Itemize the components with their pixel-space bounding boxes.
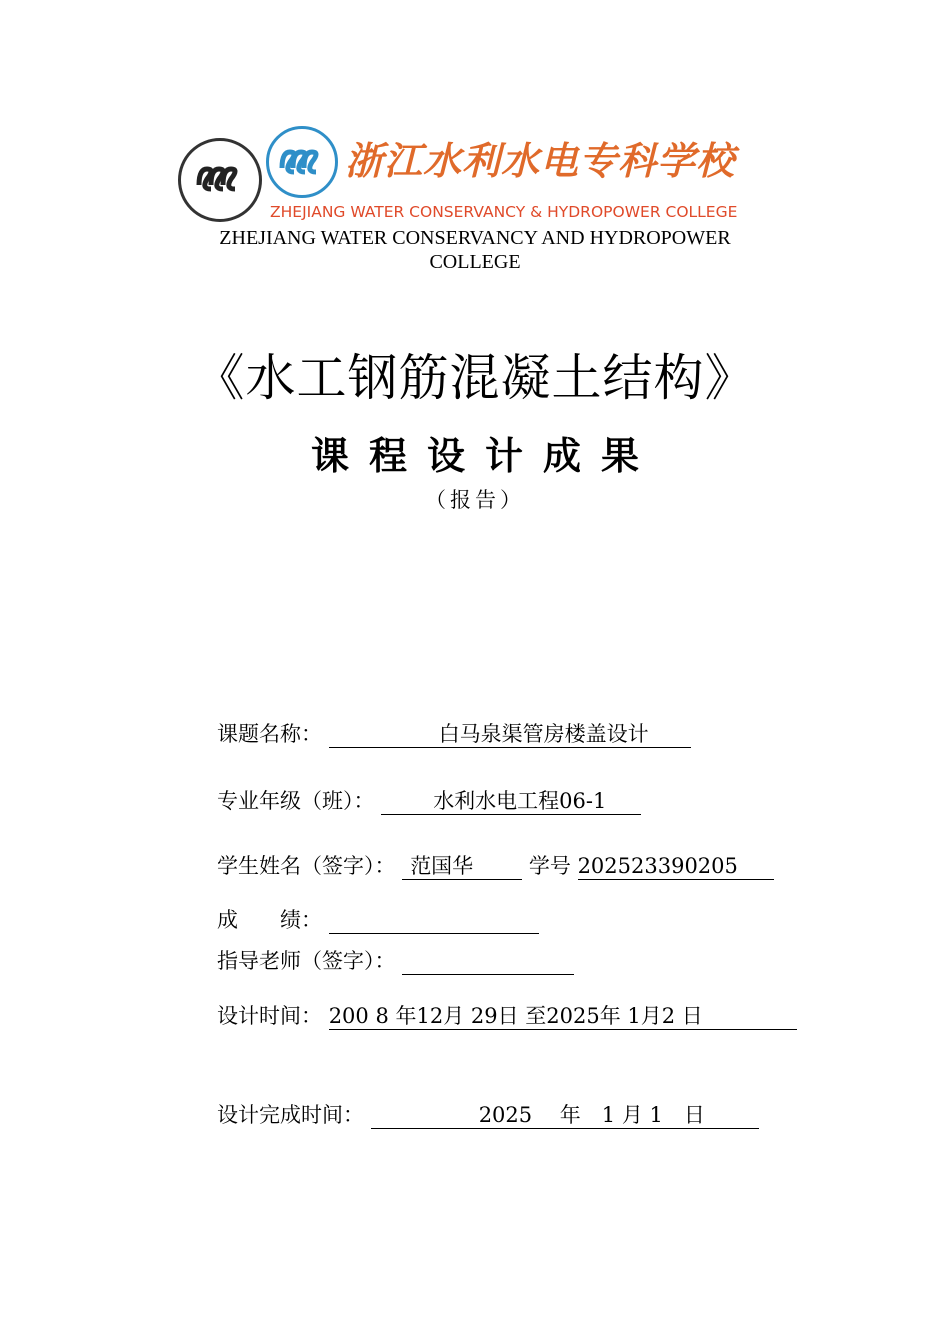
topic-value: 白马泉渠管房楼盖设计 (438, 722, 649, 746)
grade-field (329, 905, 539, 934)
student-value: 范国华 (410, 854, 474, 878)
course-title: 《水工钢筋混凝土结构》 (194, 349, 756, 407)
report-label: （报告） (425, 488, 525, 512)
college-name-line2: COLLEGE (429, 251, 521, 273)
grade-label: 成 绩： (217, 908, 322, 932)
logo-english-name: ZHEJIANG WATER CONSERVANCY & HYDROPOWER COLLEGE (270, 203, 738, 221)
teacher-label: 指导老师（签字）： (217, 949, 396, 973)
design-time-value: 200 8 年12月 29日 至2025年 1月2 日 (328, 1004, 703, 1028)
student-row (217, 851, 774, 881)
topic-label: 课题名称： (217, 722, 322, 746)
completion-time-label: 设计完成时间： (217, 1103, 364, 1127)
major-row (217, 786, 641, 816)
teacher-field (402, 946, 574, 975)
major-value: 水利水电工程06-1 (433, 789, 607, 813)
sss-logo-icon (193, 155, 241, 199)
student-id-label: 学号 (528, 854, 571, 878)
design-result-heading: 课程设计成果 (310, 434, 659, 478)
major-field (381, 786, 641, 815)
student-field (402, 851, 522, 880)
student-id-value: 202523390205 (577, 854, 738, 878)
grade-row (217, 905, 539, 935)
student-label: 学生姓名（签字）： (217, 854, 396, 878)
major-label: 专业年级（班）： (217, 789, 375, 813)
design-time-field (329, 1001, 797, 1030)
topic-field (329, 719, 691, 748)
completion-time-value: 2025 年 1 月 1 日 (478, 1103, 705, 1127)
college-name-line1: ZHEJIANG WATER CONSERVANCY AND HYDROPOWER (219, 227, 731, 249)
topic-row (217, 719, 691, 749)
design-time-label: 设计时间： (217, 1004, 322, 1028)
completion-time-row (217, 1100, 759, 1130)
student-id-field (578, 851, 774, 880)
completion-time-field (371, 1100, 759, 1129)
logo-chinese-name: 浙江水利水电专科学校 (345, 139, 736, 183)
sss-logo-blue-icon (278, 140, 322, 180)
design-time-row (217, 1001, 797, 1031)
teacher-row (217, 946, 574, 976)
